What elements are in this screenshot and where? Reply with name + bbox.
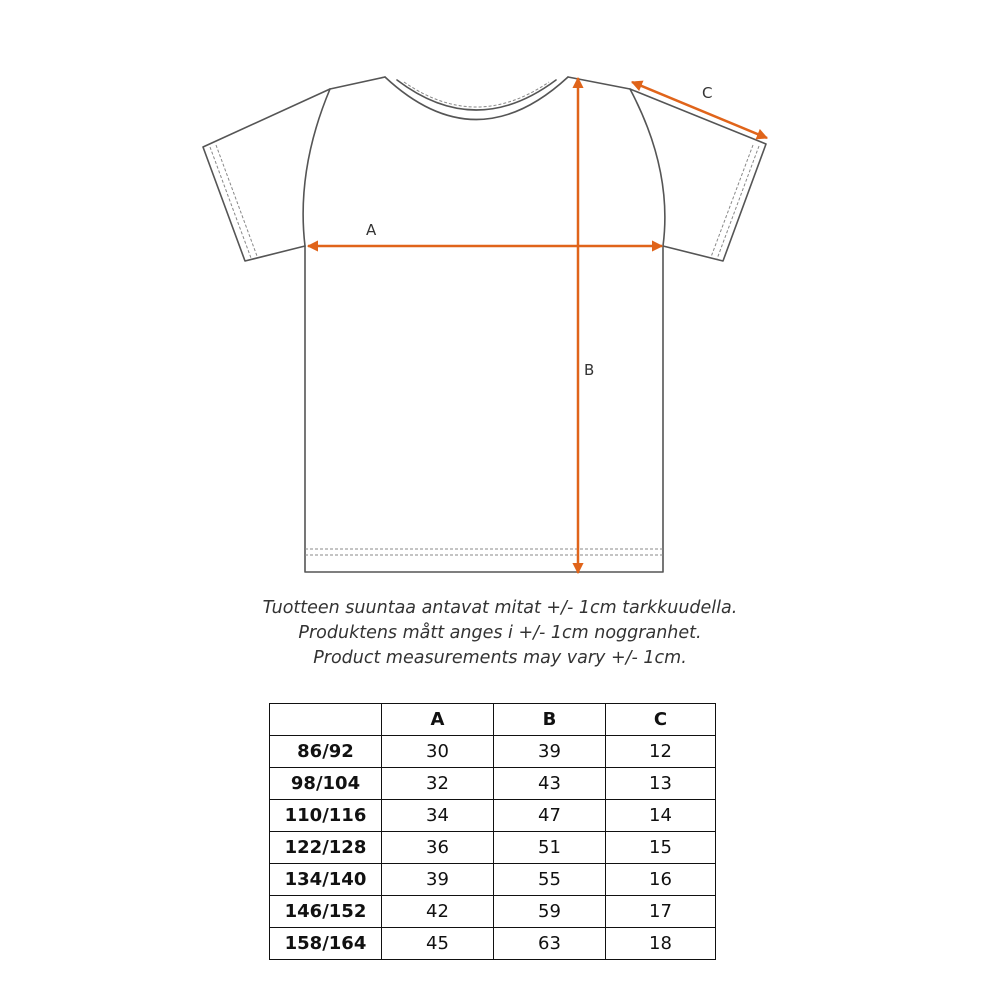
- value-a: 34: [382, 800, 494, 832]
- value-a: 30: [382, 736, 494, 768]
- value-b: 51: [494, 832, 606, 864]
- label-a: A: [366, 221, 377, 239]
- measurement-arrows: [308, 78, 767, 573]
- size-cell: 98/104: [270, 768, 382, 800]
- value-a: 45: [382, 928, 494, 960]
- table-row: [270, 864, 716, 896]
- right-armhole-seam: [630, 89, 665, 246]
- value-a: 42: [382, 896, 494, 928]
- arrow-c: [632, 82, 767, 138]
- right-sleeve-hem-stitch-2: [711, 145, 753, 257]
- size-cell: 158/164: [270, 928, 382, 960]
- table-row: [270, 928, 716, 960]
- size-cell: 110/116: [270, 800, 382, 832]
- header-size: [270, 704, 382, 736]
- value-b: 59: [494, 896, 606, 928]
- value-c: 15: [606, 832, 716, 864]
- value-b: 39: [494, 736, 606, 768]
- tshirt-outline: [203, 77, 766, 572]
- size-cell: 146/152: [270, 896, 382, 928]
- label-b: B: [584, 361, 595, 379]
- size-chart-table: [269, 703, 716, 960]
- header-a: A: [382, 704, 494, 736]
- table-row: [270, 736, 716, 768]
- disclaimer-finnish: Tuotteen suuntaa antavat mitat +/- 1cm tarkkuudella.: [262, 598, 738, 618]
- value-c: 12: [606, 736, 716, 768]
- tshirt-stitching: [210, 82, 759, 555]
- value-c: 18: [606, 928, 716, 960]
- left-sleeve-hem-stitch-1: [210, 147, 251, 258]
- header-c: C: [606, 704, 716, 736]
- size-cell: 122/128: [270, 832, 382, 864]
- tshirt-neckline-inner: [397, 80, 556, 110]
- size-cell: 134/140: [270, 864, 382, 896]
- value-c: 17: [606, 896, 716, 928]
- value-c: 14: [606, 800, 716, 832]
- disclaimer-english: Product measurements may vary +/- 1cm.: [313, 648, 687, 668]
- value-a: 32: [382, 768, 494, 800]
- value-b: 63: [494, 928, 606, 960]
- value-c: 16: [606, 864, 716, 896]
- measurement-disclaimer: [200, 596, 800, 671]
- value-a: 36: [382, 832, 494, 864]
- header-b: B: [494, 704, 606, 736]
- tshirt-neckline-outer: [385, 77, 568, 120]
- table-row: [270, 832, 716, 864]
- disclaimer-swedish: Produktens mått anges i +/- 1cm noggranhet.: [298, 623, 702, 643]
- table-row: [270, 896, 716, 928]
- value-c: 13: [606, 768, 716, 800]
- value-a: 39: [382, 864, 494, 896]
- table-header-row: [270, 704, 716, 736]
- neck-rib-stitch: [404, 82, 549, 107]
- size-cell: 86/92: [270, 736, 382, 768]
- value-b: 47: [494, 800, 606, 832]
- left-armhole-seam: [303, 89, 330, 246]
- value-b: 43: [494, 768, 606, 800]
- value-b: 55: [494, 864, 606, 896]
- tshirt-left-side: [203, 77, 766, 572]
- label-c: C: [702, 84, 713, 102]
- right-sleeve-hem-stitch-1: [717, 146, 759, 259]
- table-row: [270, 800, 716, 832]
- table-row: [270, 768, 716, 800]
